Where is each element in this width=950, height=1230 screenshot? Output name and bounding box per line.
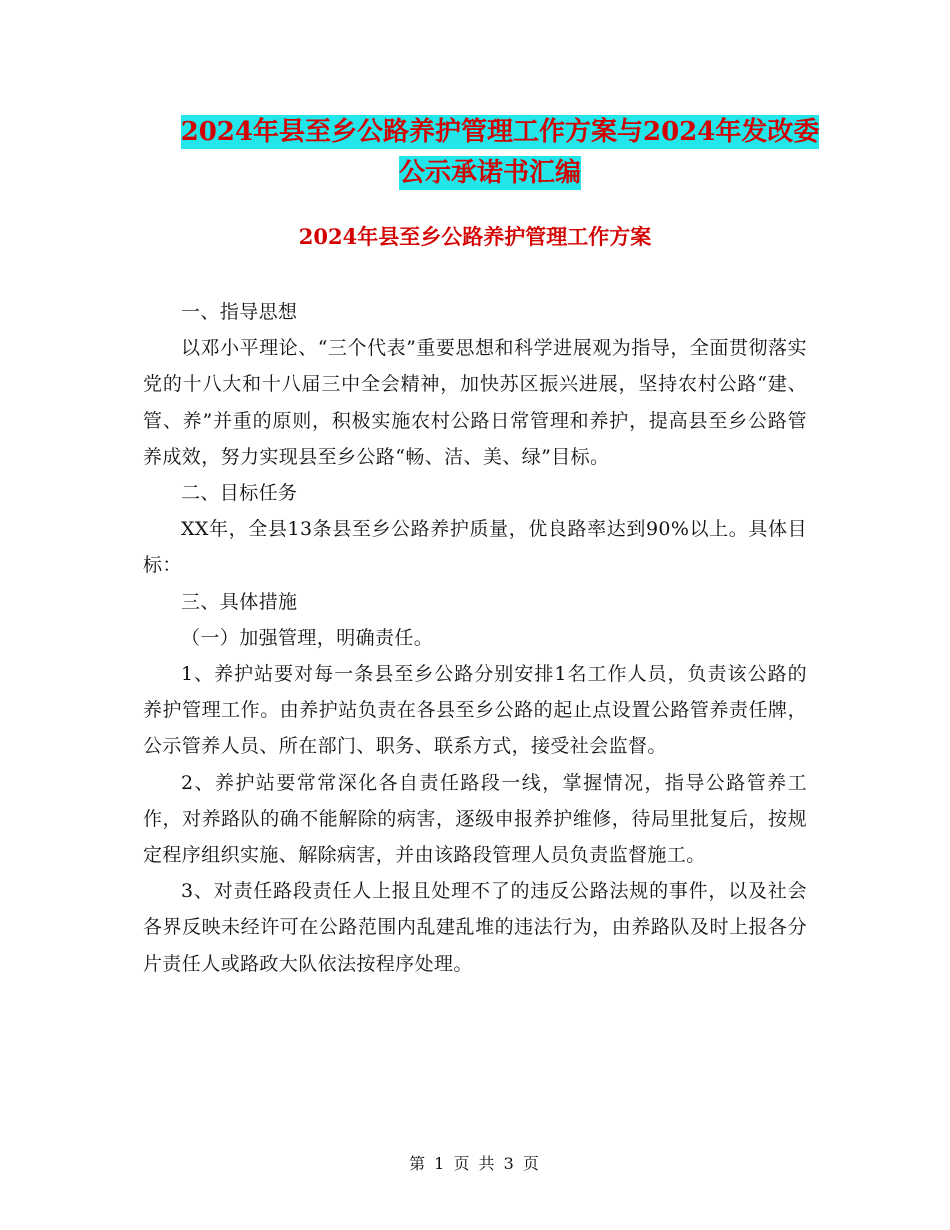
heading-specific-measures: 三、具体措施: [181, 590, 298, 613]
heading-guiding-ideology: 一、指导思想: [181, 301, 298, 323]
document-body: [143, 294, 807, 982]
paragraph: 以邓小平理论、“三个代表”重要思想和科学进展观为指导，全面贯彻落实党的十八大和十八届三中全会精神，加快苏区振兴进展，坚持农村公路“建、管、养”并重的原则，积极实施农村公路日常管理和养护，提高县至乡公路管养成效，努力实现县至乡公路“畅、洁、美、绿”目标。: [143, 337, 807, 468]
document-title-line-2: [140, 156, 840, 190]
paragraph: 2、养护站要常常深化各自责任路段一线，掌握情况，指导公路管养工作，对养路队的确不能解除的病害，逐级申报养护维修，待局里批复后，按规定程序组织实施、解除病害，并由该路段管理人员负责监督施工。: [143, 771, 807, 867]
paragraph: 1、养护站要对每一条县至乡公路分别安排1名工作人员，负责该公路的养护管理工作。由养护站负责在各县至乡公路的起止点设置公路管养责任牌，公示管养人员、所在部门、职务、联系方式，接受社会监督。: [143, 663, 807, 758]
title-highlight: 公示承诺书汇编: [398, 158, 581, 188]
section-heading: 2024年县至乡公路养护管理工作方案: [298, 224, 652, 249]
paragraph: XX年，全县13条县至乡公路养护质量，优良路率达到90%以上。具体目标：: [143, 518, 807, 577]
title-highlight: 2024年县至乡公路养护管理工作方案与2024年发改委: [180, 117, 820, 147]
paragraph: 3、对责任路段责任人上报且处理不了的违反公路法规的事件，以及社会各界反映未经许可在公路范围内乱建乱堆的违法行为，由养路队及时上报各分片责任人或路政大队依法按程序处理。: [143, 880, 807, 975]
heading-goals-tasks: 二、目标任务: [181, 482, 298, 505]
page-number-footer: 第 1 页 共 3 页: [409, 1154, 541, 1173]
subheading: （一）加强管理，明确责任。: [181, 626, 434, 649]
document-title-line-1: [170, 115, 830, 149]
